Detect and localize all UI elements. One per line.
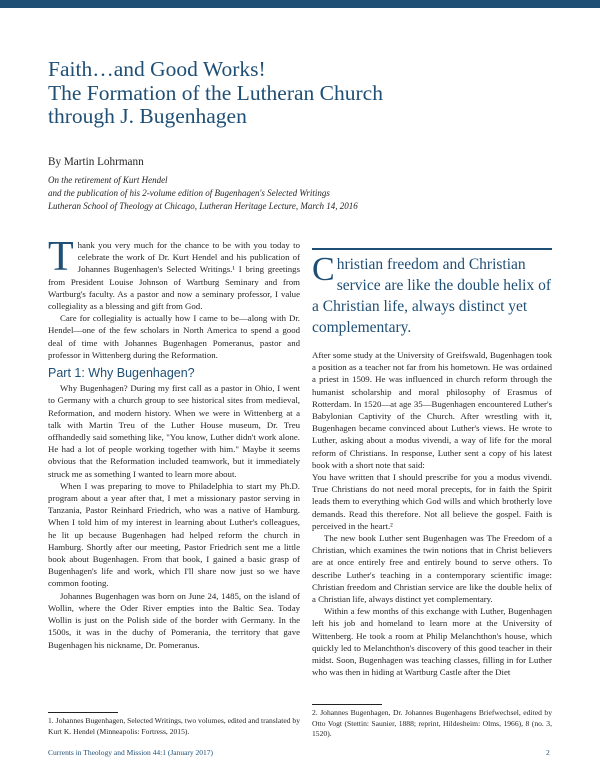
title-line-3: through J. Bugenhagen	[48, 104, 247, 128]
page-number: 2	[546, 748, 550, 757]
footnote-2: 2. Johannes Bugenhagen, Dr. Johannes Bugenhagens Briefwechsel, edited by Otto Vogt (Stettin: Saunier, 1888; reprint, Hildesheim: Olms, 1966), 8 (no. 3, 1520).	[312, 708, 552, 739]
dedication-line-3: Lutheran School of Theology at Chicago, Lutheran Heritage Lecture, March 14, 2016	[48, 201, 358, 212]
paragraph: When I was preparing to move to Philadelphia to start my Ph.D. program about a year after that, I met a missionary pastor serving in Tanzania, Pastor Reinhard Friedrich, who was a native of Hamburg. When I told him of my interest in learning about Luther's colleagues, he lit up because Bugenhagen had helped reform the church in Hamburg. Shortly after our meeting, Pastor Friedrich sent me a little book about Bugenhagen. From that book, I gained a basic grasp of Bugenhagen's life and work, which I'll share now just so we have common footing.	[48, 480, 300, 589]
paragraph: Care for collegiality is actually how I came to be—along with Dr. Hendel—one of the few scholars in North America to spend a good deal of time with Johannes Bugenhagen Pomeranus, pastor and professor in Wittenberg during the Reformation.	[48, 313, 300, 360]
article-title	[48, 58, 568, 129]
title-line-2: The Formation of the Lutheran Church	[48, 80, 383, 105]
drop-cap: T	[48, 234, 74, 280]
pull-quote	[312, 248, 552, 338]
footnote-1: 1. Johannes Bugenhagen, Selected Writings, two volumes, edited and translated by Kurt K. Hendel (Minneapolis: Fortress, 2015).	[48, 716, 300, 736]
dedication-line-1: On the retirement of Kurt Hendel	[48, 175, 168, 185]
footnote-rule-left	[48, 712, 118, 713]
pull-quote-cap: C	[312, 251, 335, 288]
dedication-line-2: and the publication of his 2-volume edition of Bugenhagen's Selected Writings	[48, 188, 330, 199]
pull-quote-text: hristian freedom and Christian service are like the double helix of a Christian life, always distinct yet complementary.	[312, 256, 552, 336]
author-byline: By Martin Lohrmann	[48, 156, 144, 168]
right-column	[312, 349, 552, 678]
section-heading: Part 1: Why Bugenhagen?	[48, 366, 195, 381]
paragraph: Johannes Bugenhagen was born on June 24, 1485, on the island of Wollin, where the Oder River empties into the Baltic Sea. Today Wollin is just on the Polish side of the border with Germany. In the 1500s, it was in the duchy of Pomerania, the territory that gave Bugenhagen his nickname, Dr. Pomeranus.	[48, 590, 300, 650]
block-quote: You have written that I should prescribe for you a modus vivendi. True Christians do not need moral precepts, for in faith the Spirit leads them to everything which God wills and which brotherly love demands. Read this therefore. Not all believe the gospel. Faith is perceived in the heart.²	[312, 472, 552, 531]
paragraph: Within a few months of this exchange with Luther, Bugenhagen left his job and homeland to learn more at the University of Wittenberg. He took a room at Philip Melanchthon's house, which quickly led to Melanchthon's discovery of this good teacher in their midst. Soon, Bugenhagen was teaching classes, filling in for Luther who was then in hiding at Wartburg Castle after the Diet	[312, 606, 552, 678]
paragraph: The new book Luther sent Bugenhagen was The Freedom of a Christian, which examines the twin notions that in Christ believers are at once entirely free and entirely bound to serve others. To describe Luther's teaching in a contemporary scientific image: Christian freedom and Christian service are like the double helix of a Christian life, always distinct yet complementary.	[312, 533, 552, 605]
dedication	[48, 174, 568, 214]
paragraph-intro: Thank you very much for the chance to be with you today to celebrate the work of Dr. Kurt Hendel and his publication of Johannes Bugenhagen's Selected Writings.¹ I bring greetings from President Louise Johnson of Wartburg Seminary and from Wartburg's faculty. As a pastor and now a seminary professor, I value collegiality as a blessing and gift from God.	[48, 234, 300, 312]
left-column	[48, 234, 300, 651]
paragraph: After some study at the University of Greifswald, Bugenhagen took a position as a teacher not far from his hometown. He was ordained a priest in 1509. He was influenced in church reform through the humanist scholarship and moral philosophy of Erasmus of Rotterdam. In 1520—at age 35—Bugenhagen encountered Luther's Babylonian Captivity of the Church. After wrestling with it, Bugenhagen became convinced about Luther's views. He wrote to Luther, asking about a modus vivendi, a way of life for the moral reform of Christians. In response, Luther sent a copy of his latest book with a short note that said:	[312, 350, 552, 470]
title-line-1: Faith…and Good Works!	[48, 57, 266, 81]
journal-citation: Currents in Theology and Mission 44:1 (January 2017)	[48, 748, 214, 757]
footnote-rule-right	[312, 704, 382, 705]
top-accent-bar	[0, 0, 600, 8]
paragraph: Why Bugenhagen? During my first call as a pastor in Ohio, I went to Germany with a church group to see historical sites from medieval, Reformation, and modern history. When we were in Wittenberg at a talk with Martin Treu of the Luther House museum, Dr. Treu offhandedly said something like, "You know, Luther didn't work alone. He had a lot of people working together with him." Maybe it seems obvious that the Reformation included teamwork, but it immediately struck me as something I wanted to learn more about.	[48, 383, 300, 479]
